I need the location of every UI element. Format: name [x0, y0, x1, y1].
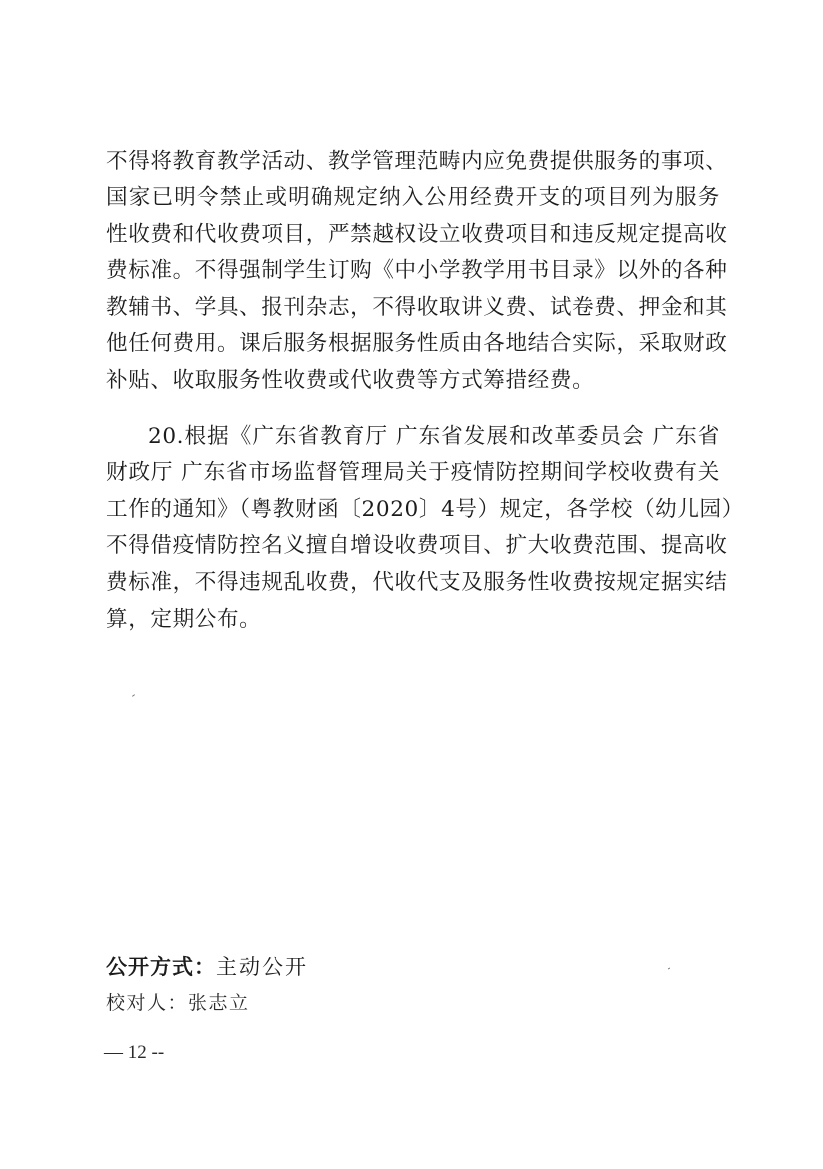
body-line: 不得借疫情防控名义擅自增设收费项目、扩大收费范围、提高收 [106, 533, 728, 558]
disclosure-value: 主动公开 [216, 955, 308, 979]
body-line: 他任何费用。课后服务根据服务性质由各地结合实际，采取财政 [106, 331, 728, 356]
body-line: 国家已明令禁止或明确规定纳入公用经费开支的项目列为服务 [106, 185, 720, 210]
body-line: 财政厅 广东省市场监督管理局关于疫情防控期间学校收费有关 [106, 460, 720, 485]
scan-speck [132, 694, 135, 697]
body-line: 工作的通知》（粤教财函〔2020〕4号）规定，各学校（幼儿园） [106, 497, 744, 522]
body-line: 补贴、收取服务性收费或代收费等方式筹措经费。 [106, 368, 595, 393]
disclosure-label: 公开方式： [106, 955, 216, 979]
page-number: — 12 -- [104, 1042, 165, 1063]
disclosure-method [106, 953, 308, 981]
paragraph-20-first-line: 20.根据《广东省教育厅 广东省发展和改革委员会 广东省 [148, 424, 720, 449]
body-line: 不得将教育教学活动、教学管理范畴内应免费提供服务的事项、 [106, 149, 728, 174]
body-line: 费标准。不得强制学生订购《中小学教学用书目录》以外的各种 [106, 258, 728, 283]
body-line: 教辅书、学具、报刊杂志，不得收取讲义费、试卷费、押金和其 [106, 295, 728, 320]
body-line: 性收费和代收费项目，严禁越权设立收费项目和违反规定提高收 [106, 222, 728, 247]
proofreader: 校对人：张志立 [106, 992, 250, 1014]
scan-speck [668, 968, 670, 970]
body-line: 费标准，不得违规乱收费，代收代支及服务性收费按规定据实结 [106, 570, 728, 595]
body-line: 算，定期公布。 [106, 607, 262, 632]
